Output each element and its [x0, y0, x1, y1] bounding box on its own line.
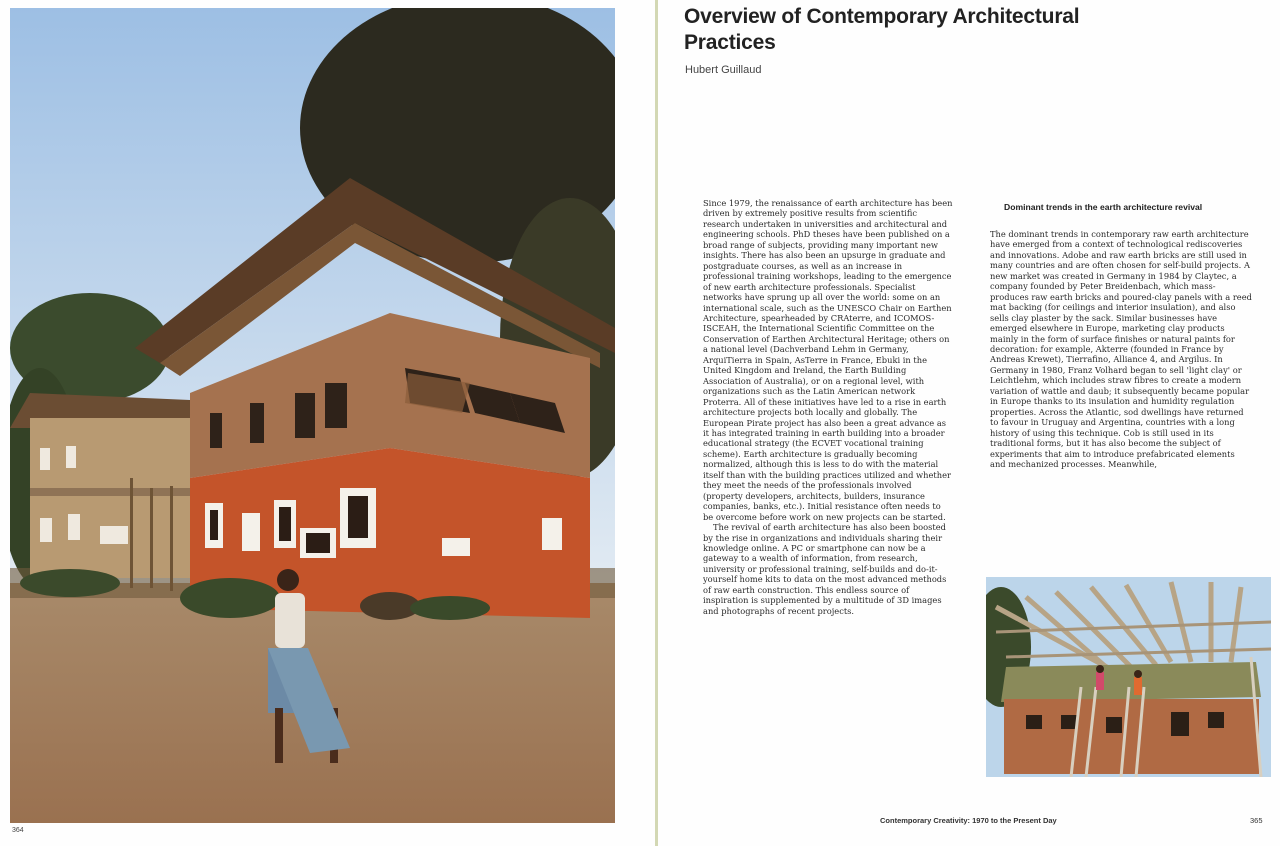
- article-title: Overview of Contemporary Architectural Practices: [684, 5, 1080, 54]
- right-page-number: 365: [1250, 816, 1263, 825]
- left-page-number: 364: [12, 827, 24, 834]
- earth-house-illustration: [10, 8, 615, 823]
- running-footer: Contemporary Creativity: 1970 to the Present Day: [880, 816, 1057, 825]
- construction-photo: [986, 577, 1271, 777]
- article-author: Hubert Guillaud: [685, 64, 762, 76]
- body-paragraph: The dominant trends in contemporary raw earth architecture have emerged from a context of technological rediscoveries and innovations. Adobe and raw earth bricks are still used in many countries and are often chosen for self-build projects. A new market was created in Germany in 1984 by Claytec, a company founded by Peter Breidenbach, which mass-produces raw earth bricks and poured-clay panels with a reed mat backing (for ceilings and interior insulation), and also sells clay plaster by the sack. Similar businesses have emerged elsewhere in Europe, marketing clay products mainly in the form of surface finishes or natural paints for decoration: for example, Akterre (founded in France by Andreas Krewet), Tierrafino, Alliance 4, and Argilus. In Germany in 1980, Franz Volhard began to sell 'light clay' or Leichtlehm, which includes straw fibres to create a modern variation of wattle and daub; it subsequently became popular in Europe thanks to its insulation and humidity regulation properties. Across the Atlantic, sod dwellings have returned to favour in Uruguay and Argentina, countries with a long history of using this technique. Cob is still used in its traditional forms, but it has also become the subject of experiments that aim to introduce prefabricated elements and mechanized processes. Meanwhile,: [990, 229, 1252, 469]
- section-subheading: Dominant trends in the earth architecture revival: [1004, 202, 1203, 212]
- body-paragraph: Since 1979, the renaissance of earth architecture has been driven by extremely positive results from scientific research undertaken in universities and architectural and engineering schools. PhD theses have been published on a broad range of subjects, providing many important new insights. There has also been an upsurge in graduate and postgraduate courses, as well as an increase in professional training workshops, leading to the emergence of new earth architecture professionals. Specialist networks have sprung up all over the world: some on an international scale, such as the UNESCO Chair on Earthen Architecture, spearheaded by CRAterre, and ICOMOS-ISCEAH, the International Scientific Committee on the Conservation of Earthen Architectural Heritage; others on a national level (Dachverband Lehm in Germany, ArquiTierra in Spain, AsTerre in France, Ebuki in the United Kingdom and Ireland, the Earth Building Association of Australia), or on a regional level, with organizations such as the Latin American network Proterra. All of these initiatives have led to a rise in earth architecture projects both locally and globally. The European Pirate project has also been a great advance as it has integrated training in earth building into a broader educational strategy (the ECVET vocational training scheme). Earth architecture is gradually becoming normalized, although this is less to do with the material itself than with the building practices utilized and whether they meet the needs of the professionals involved (property developers, architects, builders, insurance companies, banks, etc.). Initial resistance often needs to be overcome before work on new projects can be started.: [703, 198, 953, 522]
- body-paragraph: The revival of earth architecture has also been boosted by the rise in organizations and individuals sharing their knowledge online. A PC or smartphone can now be a gateway to a wealth of information, from research, university or professional training, self-builds and do-it-yourself home kits to data on the most advanced methods of raw earth construction. This endless source of inspiration is supplemented by a multitude of 3D images and photographs of recent projects.: [703, 522, 947, 616]
- right-page: [658, 0, 1280, 846]
- construction-illustration: [986, 577, 1271, 777]
- body-column-right: [990, 229, 1252, 469]
- body-column-left: [703, 198, 953, 616]
- earth-house-photo: [10, 8, 615, 823]
